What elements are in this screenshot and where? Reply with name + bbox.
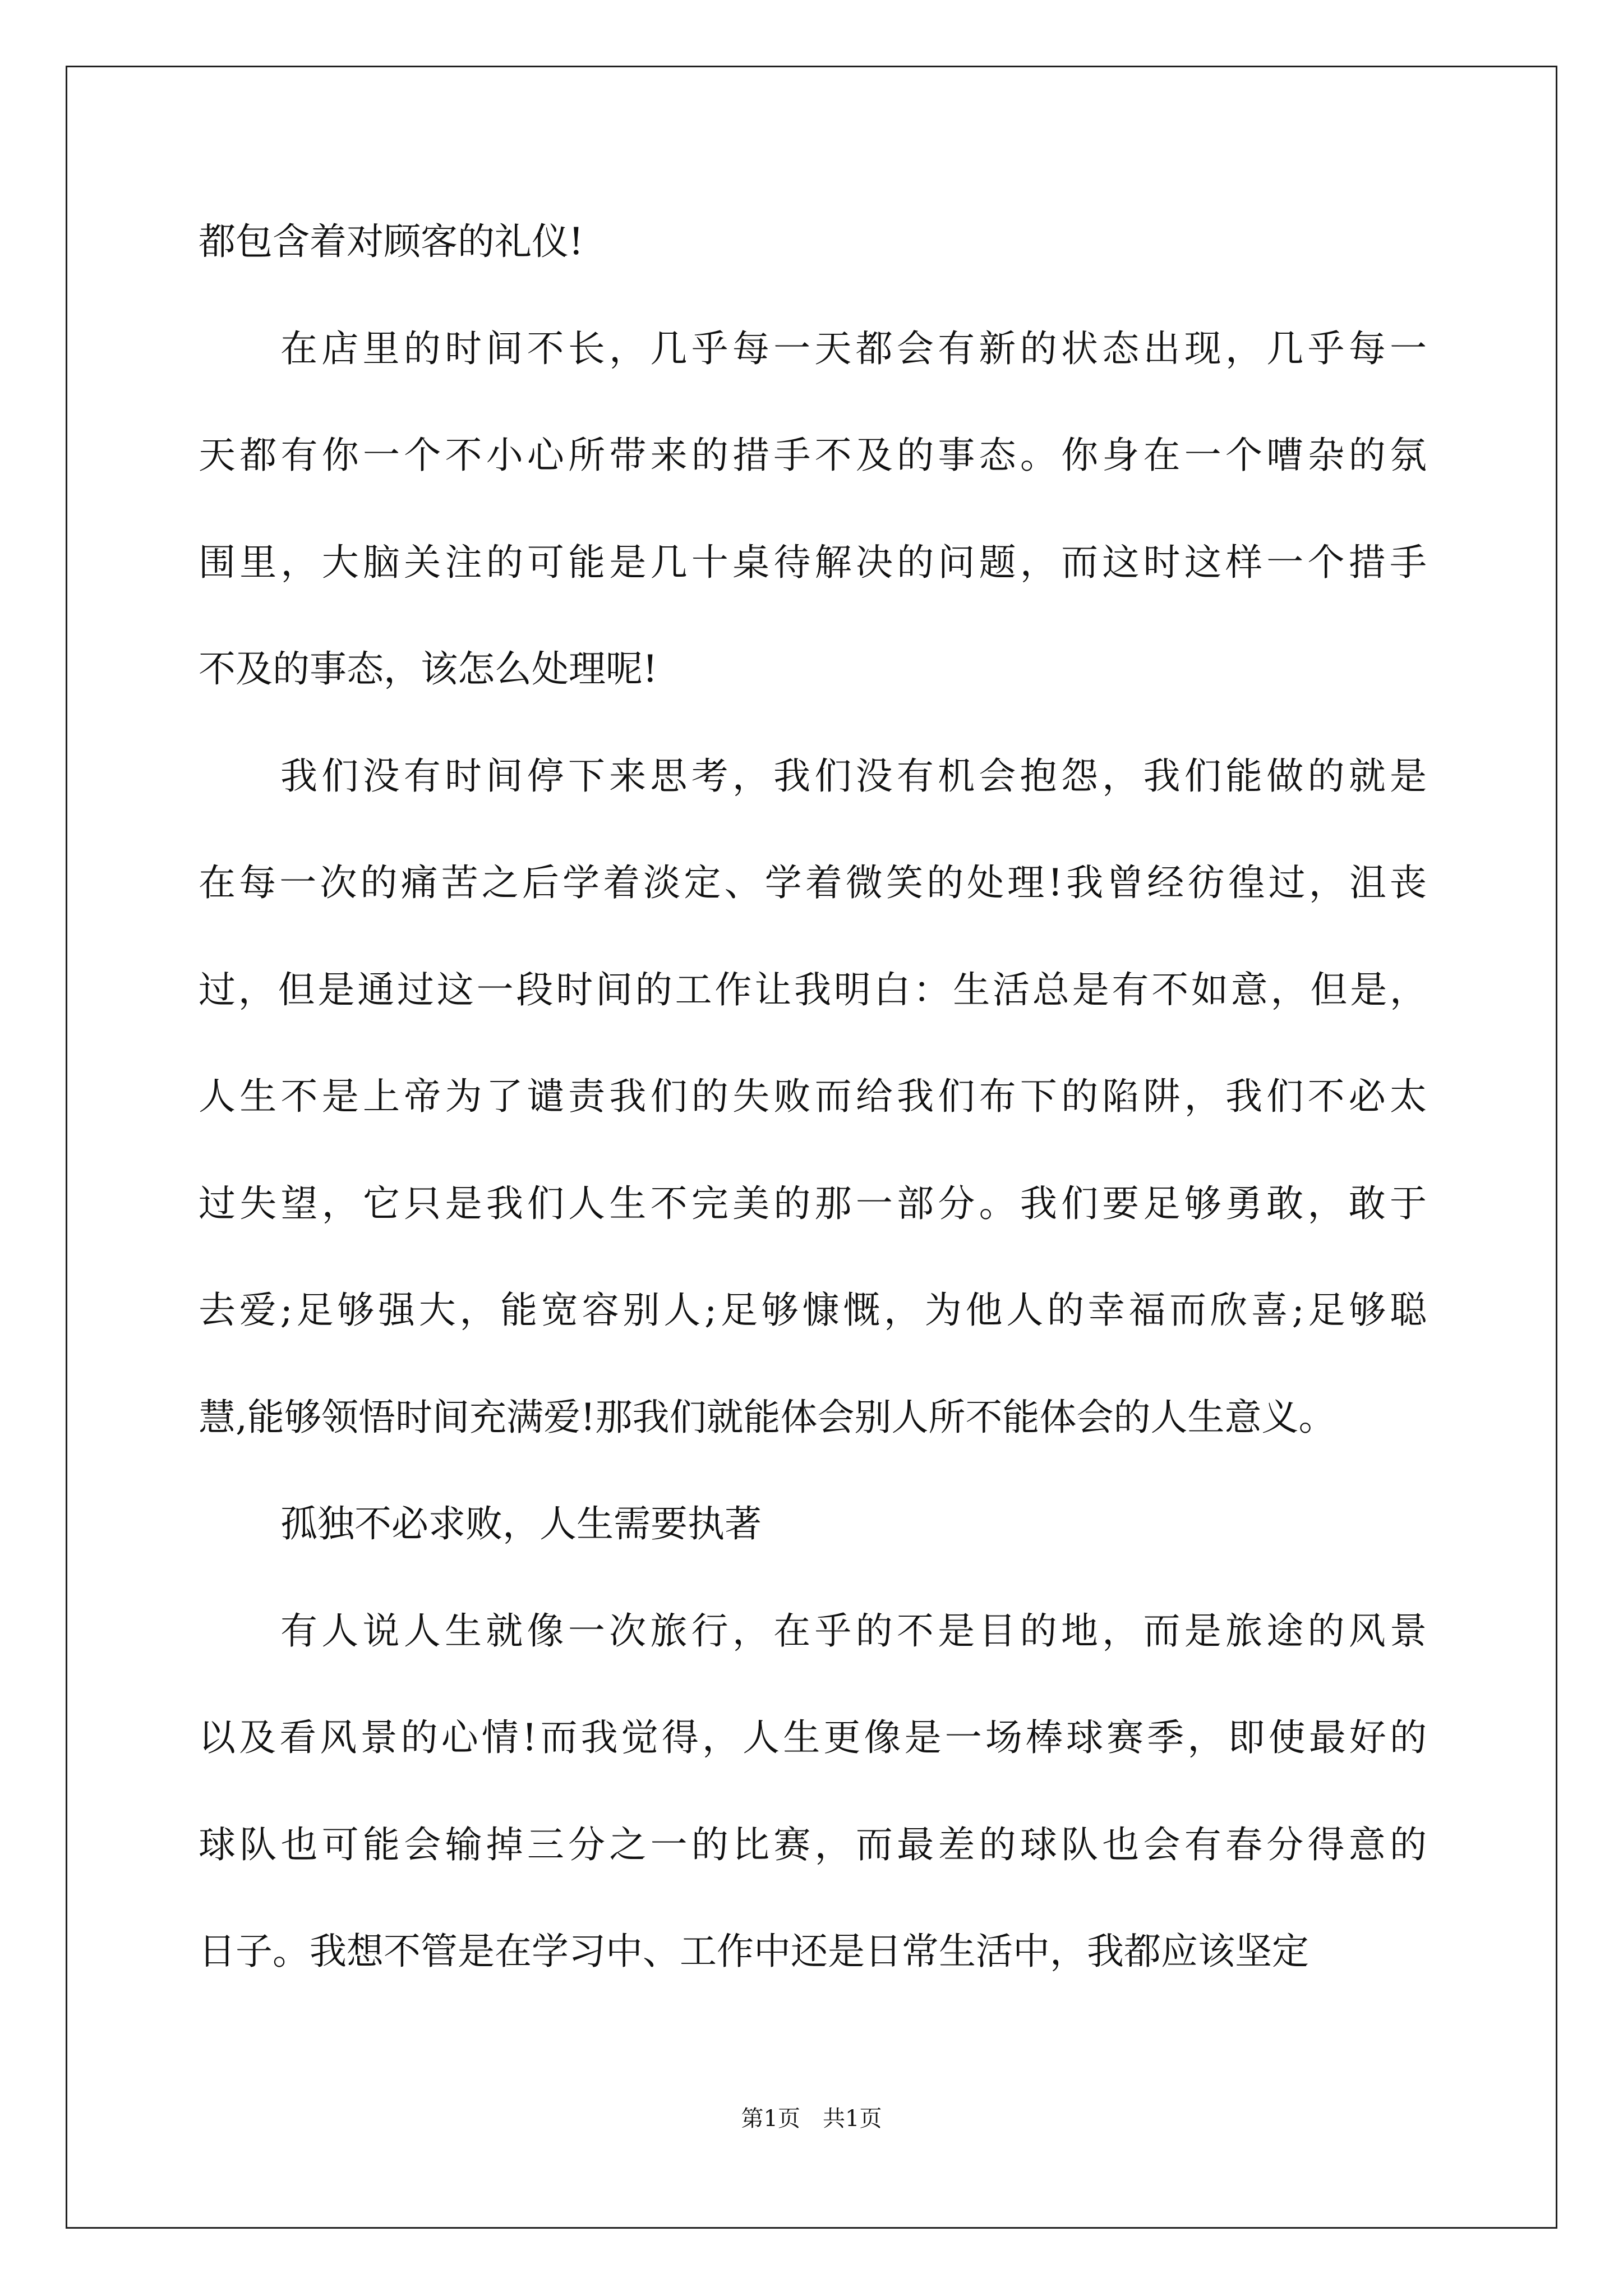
paragraph-line: 去爱;足够强大，能宽容别人;足够慷慨，为他人的幸福而欣喜;足够聪 bbox=[199, 1289, 1427, 1332]
page-footer: 第1页 共1页 bbox=[741, 2106, 882, 2132]
paragraph-line: 日子。我想不管是在学习中、工作中还是日常生活中，我都应该坚定 bbox=[199, 1930, 1309, 1973]
paragraph-line: 人生不是上帝为了谴责我们的失败而给我们布下的陷阱，我们不必太 bbox=[199, 1075, 1427, 1118]
paragraph-line: 过，但是通过这一段时间的工作让我明白：生活总是有不如意，但是， bbox=[199, 968, 1427, 1011]
paragraph-line: 在店里的时间不长，几乎每一天都会有新的状态出现，几乎每一 bbox=[280, 326, 1427, 370]
paragraph-line: 都包含着对顾客的礼仪! bbox=[199, 220, 584, 263]
paragraph-line: 在每一次的痛苦之后学着淡定、学着微笑的处理!我曾经彷徨过，沮丧 bbox=[199, 861, 1427, 904]
paragraph-line: 我们没有时间停下来思考，我们没有机会抱怨，我们能做的就是 bbox=[280, 754, 1427, 798]
paragraph-line: 以及看风景的心情!而我觉得，人生更像是一场棒球赛季，即使最好的 bbox=[199, 1716, 1427, 1759]
paragraph-line: 围里，大脑关注的可能是几十桌待解决的问题，而这时这样一个措手 bbox=[199, 540, 1427, 584]
paragraph-line: 慧,能够领悟时间充满爱!那我们就能体会别人所不能体会的人生意义。 bbox=[199, 1395, 1336, 1439]
paragraph-line: 天都有你一个不小心所带来的措手不及的事态。你身在一个嘈杂的氛 bbox=[199, 434, 1427, 477]
paragraph-line: 不及的事态，该怎么处理呢! bbox=[199, 647, 658, 691]
paragraph-line: 孤独不必求败，人生需要执著 bbox=[280, 1502, 762, 1545]
paragraph-line: 球队也可能会输掉三分之一的比赛，而最差的球队也会有春分得意的 bbox=[199, 1823, 1427, 1866]
document-body bbox=[199, 220, 1427, 2040]
paragraph-line: 过失望，它只是我们人生不完美的那一部分。我们要足够勇敢，敢于 bbox=[199, 1181, 1427, 1225]
paragraph-line: 有人说人生就像一次旅行，在乎的不是目的地，而是旅途的风景 bbox=[280, 1609, 1427, 1653]
